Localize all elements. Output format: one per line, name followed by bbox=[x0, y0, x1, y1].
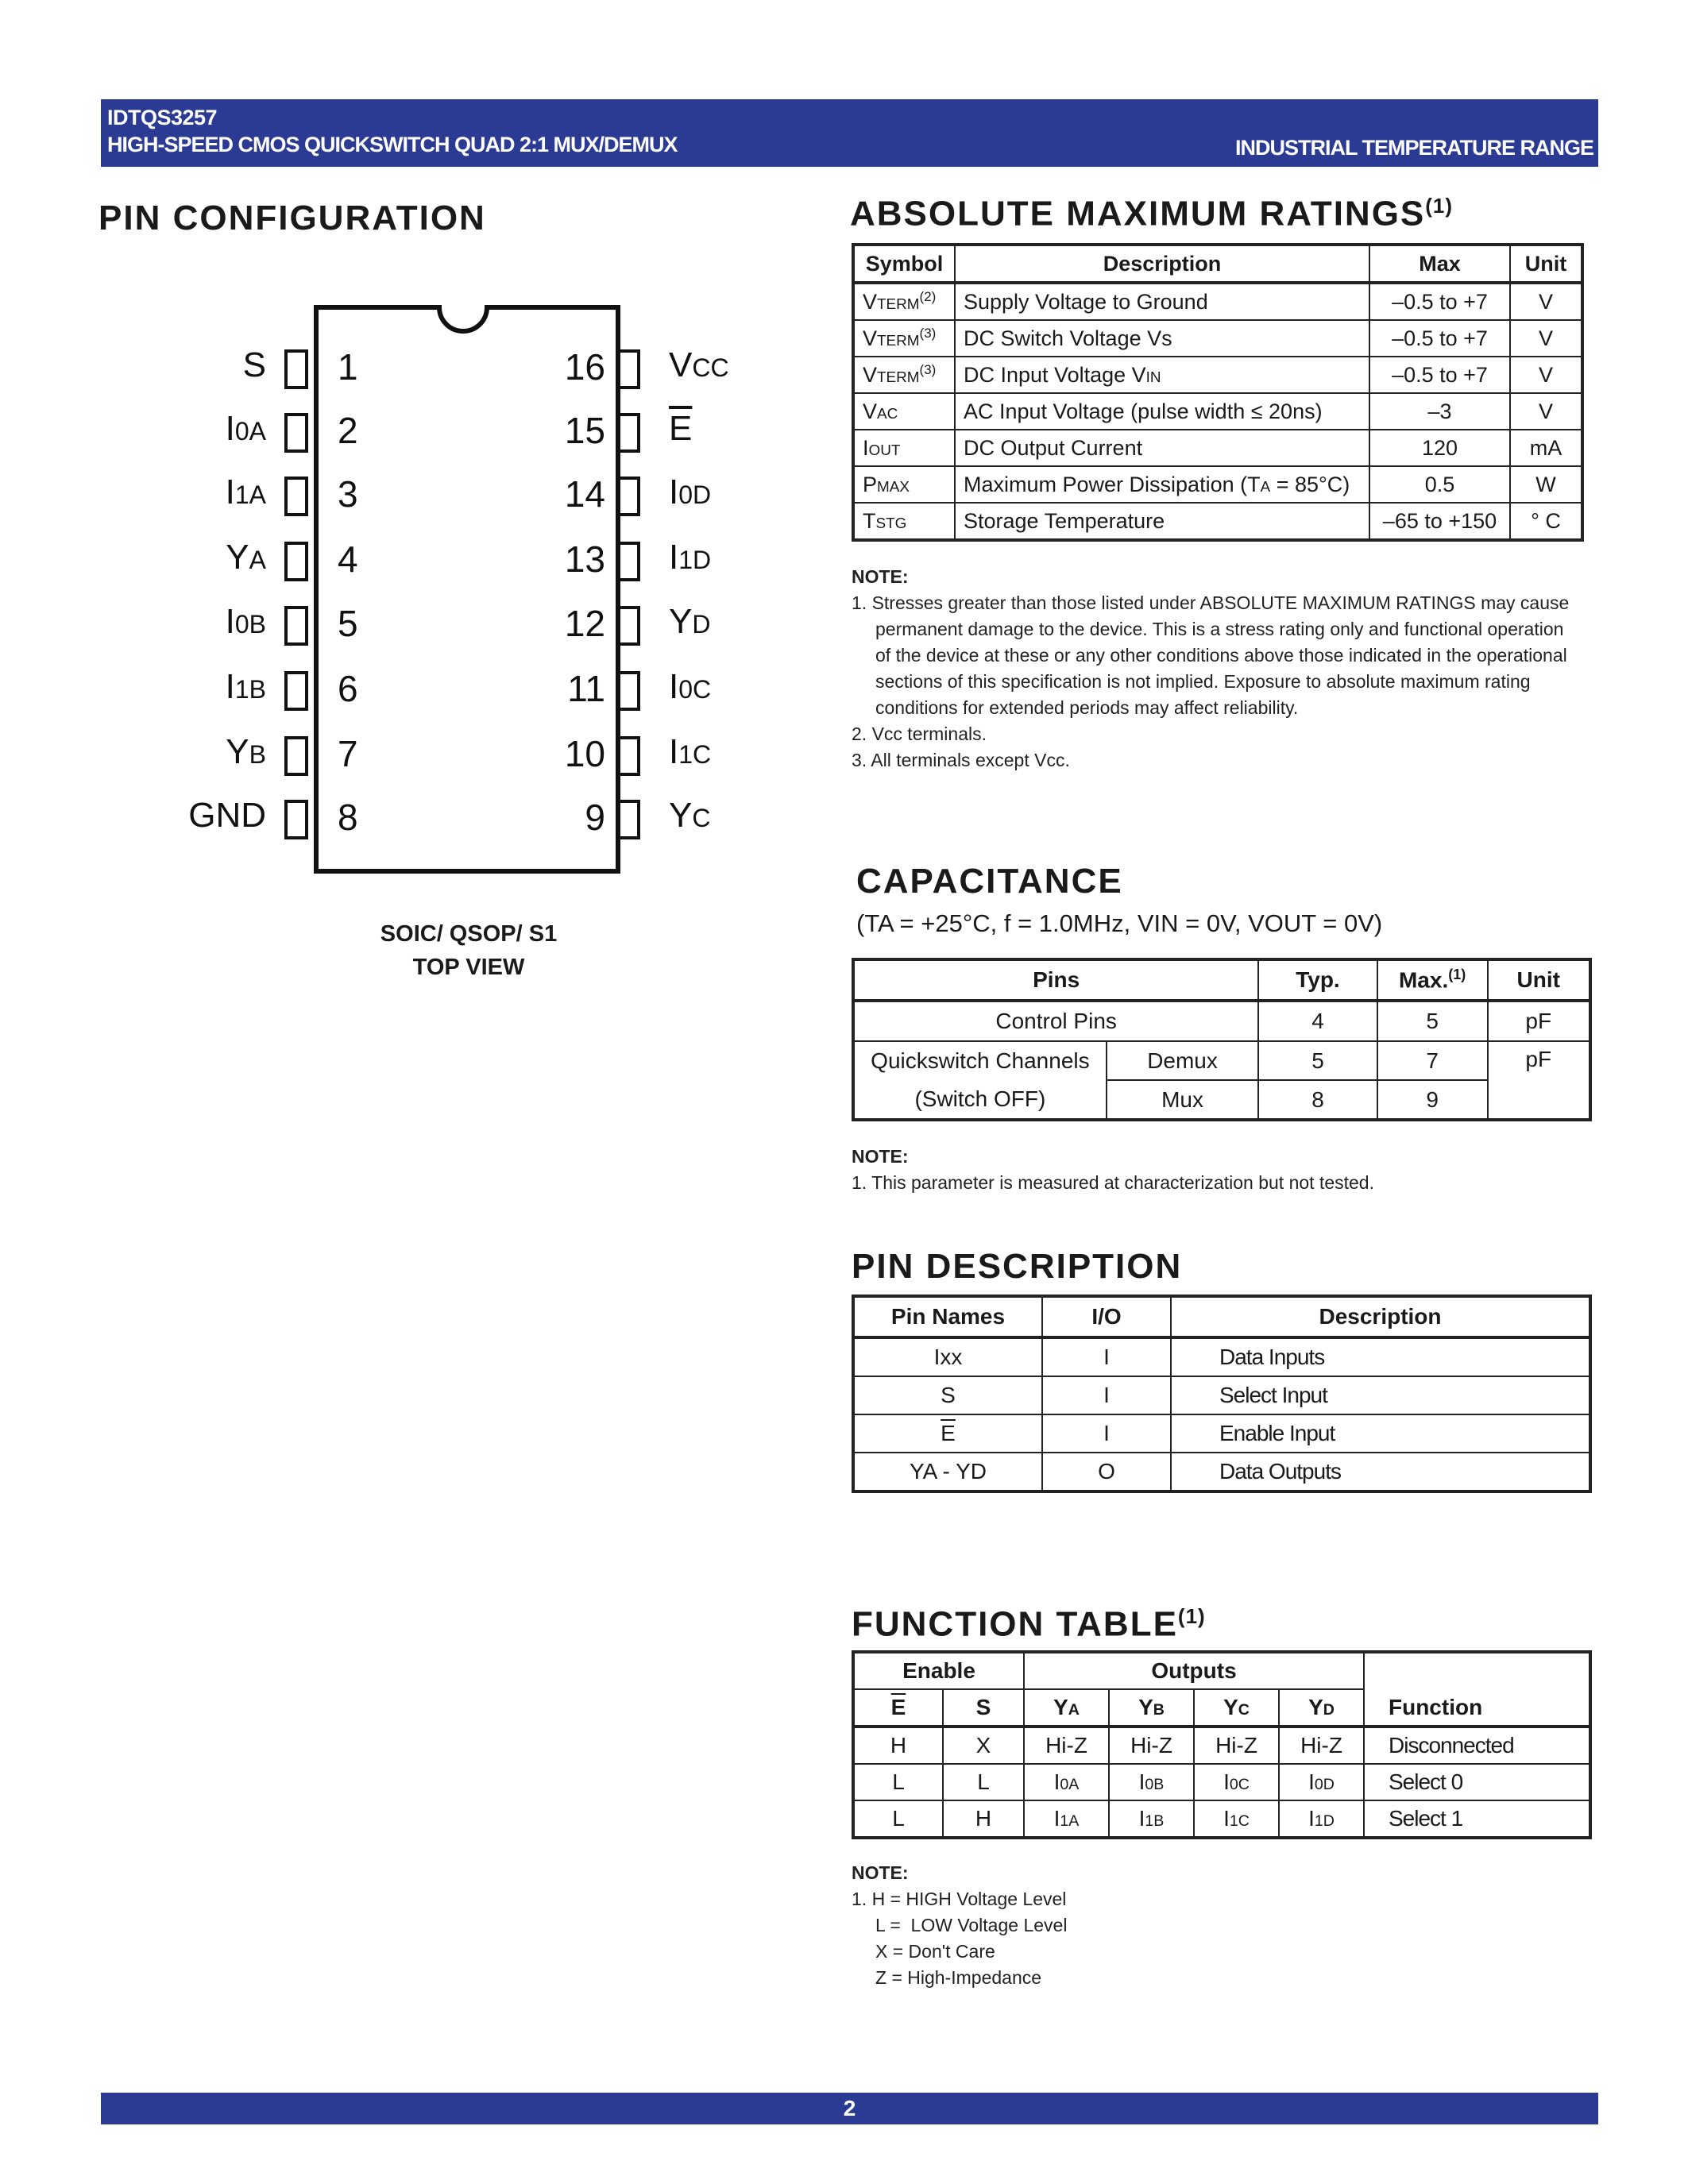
function-cell: Select 0 bbox=[1364, 1764, 1590, 1800]
max-cell: 120 bbox=[1369, 430, 1510, 466]
ft-row bbox=[853, 1800, 1590, 1838]
function-table-title-note: (1) bbox=[1177, 1604, 1206, 1628]
pin-pad bbox=[284, 800, 308, 839]
col-description: Description bbox=[955, 245, 1369, 283]
capacitance-title: CAPACITANCE bbox=[856, 862, 1123, 901]
symbol-cell: VTERM$^{(3)}$ bbox=[853, 357, 955, 393]
pin-label: YC bbox=[669, 796, 711, 835]
pin-label: YA bbox=[226, 538, 266, 577]
col-yb: YB bbox=[1109, 1689, 1194, 1727]
max-cell: –0.5 to +7 bbox=[1369, 357, 1510, 393]
pin-label: I0B bbox=[225, 602, 266, 641]
description-cell: Storage Temperature bbox=[955, 503, 1369, 540]
output-cell: Hi-Z bbox=[1194, 1727, 1279, 1764]
description-cell: Data Inputs bbox=[1171, 1337, 1590, 1376]
view-label: TOP VIEW bbox=[412, 955, 525, 980]
page-number: 2 bbox=[843, 2096, 856, 2120]
max-cell: –0.5 to +7 bbox=[1369, 283, 1510, 320]
abs-max-row bbox=[853, 320, 1582, 357]
io-cell: O bbox=[1042, 1453, 1171, 1491]
capacitance-conditions: (TA = +25°C, f = 1.0MHz, VIN = 0V, VOUT = 0V) bbox=[856, 909, 1383, 937]
note-1-cont-a: permanent damage to the device. This is a stress rating only and functional operation bbox=[875, 619, 1564, 639]
output-cell: I0D bbox=[1279, 1764, 1364, 1800]
temperature-range: INDUSTRIAL TEMPERATURE RANGE bbox=[1234, 136, 1593, 160]
cap-row-demux: Quickswitch Channels Demux 5 7 pF bbox=[853, 1041, 1590, 1080]
description-cell: Supply Voltage to Ground bbox=[955, 283, 1369, 320]
col-function: Function bbox=[1364, 1652, 1590, 1727]
pin-label: I1B bbox=[225, 667, 266, 706]
document-title: HIGH-SPEED CMOS QUICKSWITCH QUAD 2:1 MUX/DEMUX bbox=[107, 133, 678, 156]
ft-body bbox=[853, 1727, 1590, 1838]
description-cell: DC Output Current bbox=[955, 430, 1369, 466]
output-cell: Hi-Z bbox=[1109, 1727, 1194, 1764]
abs-max-notes bbox=[852, 564, 1586, 774]
unit-cell: mA bbox=[1510, 430, 1582, 466]
function-cell: Disconnected bbox=[1364, 1727, 1590, 1764]
function-table-title-text: FUNCTION TABLE bbox=[852, 1604, 1178, 1644]
pd-header-row bbox=[853, 1296, 1590, 1337]
note-label: NOTE: bbox=[852, 566, 909, 587]
pin-number: 14 bbox=[564, 473, 605, 515]
abs-max-table bbox=[852, 243, 1584, 542]
footer-band bbox=[101, 2093, 1598, 2124]
note-2: 2. Vcc terminals. bbox=[852, 723, 987, 744]
col-io: I/O bbox=[1042, 1296, 1171, 1337]
description-cell: Select Input bbox=[1171, 1376, 1590, 1414]
abs-max-title-text: ABSOLUTE MAXIMUM RATINGS bbox=[850, 194, 1426, 233]
pin-number: 8 bbox=[338, 797, 358, 838]
function-table-notes bbox=[852, 1860, 1067, 1991]
pin-number: 16 bbox=[564, 346, 605, 388]
pin-label: I0A bbox=[225, 409, 266, 448]
pin-pad bbox=[284, 349, 308, 389]
abs-max-title-note: (1) bbox=[1425, 194, 1454, 218]
symbol-cell: VTERM$^{(2)}$ bbox=[853, 283, 955, 320]
col-typ: Typ. bbox=[1258, 959, 1377, 1001]
s-cell: H bbox=[943, 1800, 1024, 1838]
description-cell: Maximum Power Dissipation (TA = 85°C) bbox=[955, 466, 1369, 503]
group-enable: Enable bbox=[853, 1652, 1024, 1689]
s-cell: X bbox=[943, 1727, 1024, 1764]
pin-label: YD bbox=[669, 602, 711, 641]
abs-max-row bbox=[853, 503, 1582, 540]
note-l: L = LOW Voltage Level bbox=[875, 1915, 1068, 1935]
pin-pad bbox=[616, 671, 640, 711]
pd-body bbox=[853, 1337, 1590, 1491]
note-h: 1. H = HIGH Voltage Level bbox=[852, 1889, 1067, 1909]
cap-row-control: Control Pins 4 5 pF bbox=[853, 1001, 1590, 1041]
unit-cell: V bbox=[1510, 357, 1582, 393]
output-cell: I0C bbox=[1194, 1764, 1279, 1800]
note-label: NOTE: bbox=[852, 1862, 909, 1883]
pin-number: 1 bbox=[338, 346, 358, 388]
pin-pad bbox=[284, 736, 308, 776]
output-cell: I1B bbox=[1109, 1800, 1194, 1838]
note-1-cont-b: of the device at these or any other conditions above those indicated in the operational bbox=[875, 645, 1567, 666]
part-number: IDTQS3257 bbox=[107, 106, 218, 129]
header-band bbox=[101, 99, 1598, 167]
function-cell: Select 1 bbox=[1364, 1800, 1590, 1838]
col-pins: Pins bbox=[853, 959, 1258, 1001]
pin-description-title: PIN DESCRIPTION bbox=[852, 1247, 1183, 1286]
unit-cell: V bbox=[1510, 320, 1582, 357]
col-pin-names: Pin Names bbox=[853, 1296, 1042, 1337]
symbol-cell: IOUT bbox=[853, 430, 955, 466]
note-z: Z = High-Impedance bbox=[875, 1967, 1042, 1988]
output-cell: Hi-Z bbox=[1024, 1727, 1109, 1764]
col-unit: Unit bbox=[1488, 959, 1590, 1001]
max-cell: –65 to +150 bbox=[1369, 503, 1510, 540]
e-cell: H bbox=[853, 1727, 943, 1764]
pin-label: I1A bbox=[225, 473, 266, 511]
abs-max-title bbox=[850, 194, 1453, 234]
output-cell: I1A bbox=[1024, 1800, 1109, 1838]
max-cell: –0.5 to +7 bbox=[1369, 320, 1510, 357]
note-label: NOTE: bbox=[852, 1146, 909, 1167]
pin-name-cell: Ixx bbox=[853, 1337, 1042, 1376]
pin-number: 11 bbox=[567, 668, 605, 709]
symbol-cell: PMAX bbox=[853, 466, 955, 503]
pin-number: 10 bbox=[564, 733, 605, 774]
pin-pad bbox=[616, 736, 640, 776]
max-cell: –3 bbox=[1369, 393, 1510, 430]
e-cell: L bbox=[853, 1764, 943, 1800]
cap-header-row bbox=[853, 959, 1590, 1001]
io-cell: I bbox=[1042, 1414, 1171, 1453]
pin-pad bbox=[616, 413, 640, 453]
pin-pad bbox=[284, 413, 308, 453]
output-cell: Hi-Z bbox=[1279, 1727, 1364, 1764]
col-max: Max.$^{(1)}$ bbox=[1377, 959, 1488, 1001]
abs-max-header-row bbox=[853, 245, 1582, 283]
pin-pad bbox=[284, 542, 308, 581]
pin-description-table bbox=[852, 1295, 1592, 1493]
io-cell: I bbox=[1042, 1337, 1171, 1376]
pin-pad bbox=[616, 606, 640, 646]
unit-cell: V bbox=[1510, 393, 1582, 430]
function-table bbox=[852, 1650, 1592, 1839]
abs-max-row bbox=[853, 283, 1582, 320]
col-unit: Unit bbox=[1510, 245, 1582, 283]
pin-label: $\overline{E}$ bbox=[669, 409, 693, 448]
pd-row bbox=[853, 1376, 1590, 1414]
package-types: SOIC/ QSOP/ S1 bbox=[380, 921, 558, 947]
pin-number: 2 bbox=[338, 410, 358, 451]
pin-number: 5 bbox=[338, 603, 358, 644]
note-1: 1. This parameter is measured at characterization but not tested. bbox=[852, 1172, 1374, 1193]
pin-number: 6 bbox=[338, 668, 358, 709]
pin-config-title: PIN CONFIGURATION bbox=[98, 199, 486, 237]
cap-row-mux: (Switch OFF) Mux 8 9 bbox=[853, 1080, 1590, 1120]
abs-max-row bbox=[853, 393, 1582, 430]
symbol-cell: VTERM$^{(3)}$ bbox=[853, 320, 955, 357]
unit-cell: ° C bbox=[1510, 503, 1582, 540]
pin-pad bbox=[284, 477, 308, 516]
note-1: 1. Stresses greater than those listed under ABSOLUTE MAXIMUM RATINGS may cause bbox=[852, 592, 1570, 613]
function-table-title bbox=[852, 1604, 1206, 1645]
pin-name-cell: YA - YD bbox=[853, 1453, 1042, 1491]
capacitance-notes bbox=[852, 1144, 1374, 1196]
package-caption bbox=[318, 917, 620, 984]
ft-row bbox=[853, 1764, 1590, 1800]
col-s: S bbox=[943, 1689, 1024, 1727]
pin-number: 4 bbox=[338, 538, 358, 580]
pd-row bbox=[853, 1337, 1590, 1376]
abs-max-body bbox=[853, 283, 1582, 540]
pin-label: VCC bbox=[669, 345, 729, 384]
pin-pad bbox=[616, 800, 640, 839]
output-cell: I1D bbox=[1279, 1800, 1364, 1838]
description-cell: DC Switch Voltage Vs bbox=[955, 320, 1369, 357]
capacitance-table bbox=[852, 958, 1592, 1121]
pin-pad bbox=[616, 477, 640, 516]
description-cell: DC Input Voltage VIN bbox=[955, 357, 1369, 393]
symbol-cell: TSTG bbox=[853, 503, 955, 540]
col-e: $\overline{E}$ bbox=[853, 1689, 943, 1727]
col-ya: YA bbox=[1024, 1689, 1109, 1727]
description-cell: Data Outputs bbox=[1171, 1453, 1590, 1491]
output-cell: I0A bbox=[1024, 1764, 1109, 1800]
abs-max-row bbox=[853, 466, 1582, 503]
ft-group-row bbox=[853, 1652, 1590, 1689]
note-3: 3. All terminals except Vcc. bbox=[852, 750, 1070, 770]
pin-number: 3 bbox=[338, 473, 358, 515]
description-cell: Enable Input bbox=[1171, 1414, 1590, 1453]
symbol-cell: VAC bbox=[853, 393, 955, 430]
unit-cell: W bbox=[1510, 466, 1582, 503]
ft-row bbox=[853, 1727, 1590, 1764]
pin-number: 7 bbox=[338, 733, 358, 774]
pin-label: I0C bbox=[669, 667, 712, 706]
group-outputs: Outputs bbox=[1024, 1652, 1364, 1689]
pin-number: 9 bbox=[585, 797, 605, 838]
pin-label: S bbox=[242, 345, 266, 384]
col-max: Max bbox=[1369, 245, 1510, 283]
col-symbol: Symbol bbox=[853, 245, 955, 283]
pd-row bbox=[853, 1453, 1590, 1491]
pin-number: 12 bbox=[564, 603, 605, 644]
e-cell: L bbox=[853, 1800, 943, 1838]
pin-label: I0D bbox=[669, 473, 712, 511]
unit-cell: V bbox=[1510, 283, 1582, 320]
s-cell: L bbox=[943, 1764, 1024, 1800]
abs-max-row bbox=[853, 357, 1582, 393]
pd-row bbox=[853, 1414, 1590, 1453]
ic-body bbox=[314, 305, 620, 874]
pin-pad bbox=[616, 349, 640, 389]
pin-label: GND bbox=[188, 796, 266, 835]
pin-number: 15 bbox=[564, 410, 605, 451]
pin-pad bbox=[284, 671, 308, 711]
col-description: Description bbox=[1171, 1296, 1590, 1337]
max-cell: 0.5 bbox=[1369, 466, 1510, 503]
pin-number: 13 bbox=[564, 538, 605, 580]
note-1-cont-d: conditions for extended periods may affect reliability. bbox=[875, 697, 1299, 718]
pin-name-cell: $\overline{E}$ bbox=[853, 1414, 1042, 1453]
note-x: X = Don't Care bbox=[875, 1941, 995, 1962]
col-yc: YC bbox=[1194, 1689, 1279, 1727]
pin-name-cell: S bbox=[853, 1376, 1042, 1414]
note-1-cont-c: sections of this specification is not implied. Exposure to absolute maximum rating bbox=[875, 671, 1531, 692]
description-cell: AC Input Voltage (pulse width ≤ 20ns) bbox=[955, 393, 1369, 430]
abs-max-row bbox=[853, 430, 1582, 466]
pin-pad bbox=[284, 606, 308, 646]
pin-label: YB bbox=[226, 732, 266, 771]
output-cell: I1C bbox=[1194, 1800, 1279, 1838]
pin-label: I1D bbox=[669, 538, 712, 577]
pin-label: I1C bbox=[669, 732, 712, 771]
output-cell: I0B bbox=[1109, 1764, 1194, 1800]
col-yd: YD bbox=[1279, 1689, 1364, 1727]
pin-pad bbox=[616, 542, 640, 581]
io-cell: I bbox=[1042, 1376, 1171, 1414]
